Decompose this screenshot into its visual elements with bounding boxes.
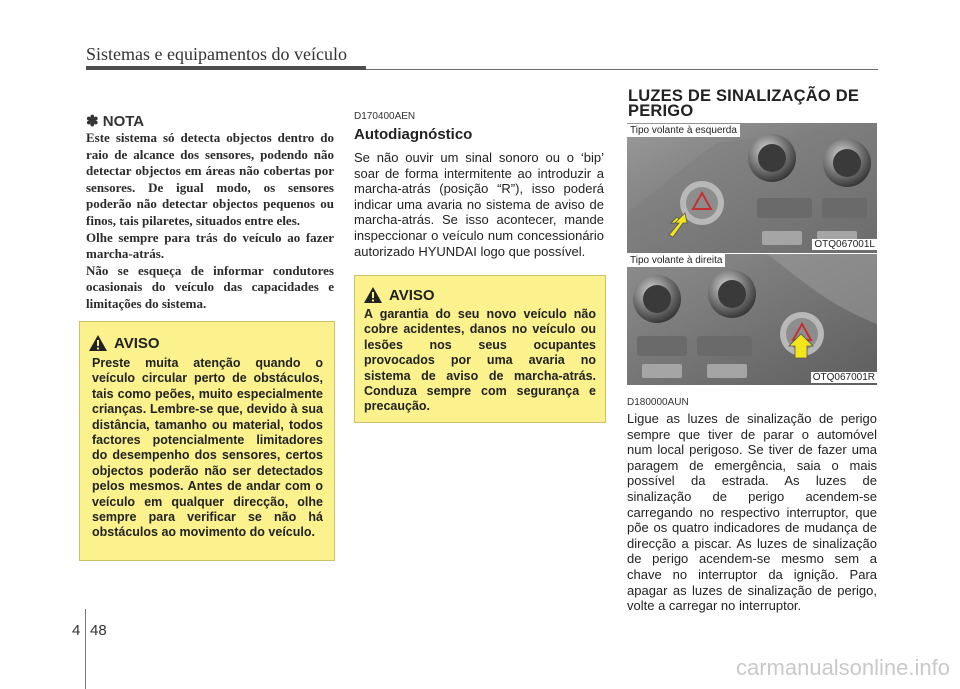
- nota-body: [86, 130, 334, 313]
- photo-code: OTQ067001L: [814, 239, 875, 250]
- nota-heading: ✽ NOTA: [86, 113, 145, 130]
- watermark: carmanualsonline.info: [735, 655, 950, 680]
- section-title-autodiagnostico: Autodiagnóstico: [354, 126, 473, 143]
- nota-paragraph: Olhe sempre para trás do veículo ao fazer marcha-atrás.: [86, 229, 334, 262]
- header-rule-thick: [86, 66, 366, 70]
- running-header: Sistemas e equipamentos do veículo: [86, 44, 347, 64]
- section-title-luzes: LUZES DE SINALIZAÇÃO DE PERIGO: [628, 87, 860, 120]
- warning-triangle-icon: [88, 334, 108, 352]
- warning-text: A garantia do seu novo veículo não cobre acidentes, danos no veículo ou lesões nos seus ocupantes provocados por uma avaria no sistema de aviso de marcha-atrás. Conduza sempre com segurança e precaução.: [364, 307, 596, 414]
- dashboard-photo-rhd: [627, 254, 877, 385]
- photo-code: OTQ067001R: [812, 372, 875, 383]
- hazard-lights-text: Ligue as luzes de sinalização de perigo sempre que tiver de parar o automóvel num local perigoso. Se tiver de fazer uma paragem de emergência, saia o mais possível da estrada. As luzes de sinalização de perigo acendem-se carregando no respectivo interruptor, que põe os quatro indicadores de mudança de direcção a piscar. As luzes de sinalização de perigo acendem-se mesmo sem a chave no interruptor da ignição. Para apagar as luzes de sinalização de perigo, volte a carregar no interruptor.: [627, 411, 877, 614]
- nota-paragraph: Este sistema só detecta objectos dentro do raio de alcance dos sensores, podendo não detectar objectos em áreas não cobertas por sensores. De igual modo, os sensores poderão não detectar objectos pequenos ou finos, tais pilaretes, situados entre eles.: [86, 130, 334, 228]
- photo-right-hand-drive: [627, 254, 877, 385]
- photo-label: Tipo volante à direita: [627, 254, 725, 267]
- dashboard-photo-lhd: [627, 123, 877, 253]
- warning-box-left: [79, 321, 335, 561]
- warning-title: AVISO: [389, 286, 435, 304]
- photo-label: Tipo volante à esquerda: [627, 124, 740, 137]
- warning-header: [88, 334, 160, 352]
- nota-paragraph: Não se esqueça de informar condutores ocasionais do veículo das capacidades e limitações do sistema.: [86, 262, 334, 311]
- warning-box-middle: [354, 275, 606, 423]
- warning-title: AVISO: [114, 334, 160, 352]
- photo-left-hand-drive: [627, 123, 877, 253]
- warning-header: [363, 286, 435, 304]
- self-diagnosis-text: Se não ouvir um sinal sonoro ou o ‘bip’ soar de forma intermitente ao introduzir a marcha-atrás (posição “R”), isso poderá indicar uma avaria no sistema de aviso de marcha-atrás. Se isso acontecer, mande inspeccionar o veículo num concessionário autorizado HYUNDAI logo que possível.: [354, 150, 604, 259]
- page-number-divider: [85, 609, 86, 689]
- page-number: 48: [90, 622, 107, 639]
- warning-text: Preste muita atenção quando o veículo circular perto de obstáculos, tais como peões, muito especialmente crianças. Lembre-se que, devido à sua distância, tamanho ou material, todos factores potencialmente limitadores do desempenho dos sensores, certos objectos poderão não ser detectados pelos mesmos. Antes de andar com o veículo em qualquer direcção, olhe sempre para verificar se não há obstáculos ao movimento do veículo.: [92, 356, 323, 540]
- chapter-number: 4: [72, 622, 81, 639]
- section-code: D180000AUN: [627, 397, 689, 408]
- warning-triangle-icon: [363, 286, 383, 304]
- section-code: D170400AEN: [354, 111, 416, 122]
- header-rule-thin: [366, 69, 878, 70]
